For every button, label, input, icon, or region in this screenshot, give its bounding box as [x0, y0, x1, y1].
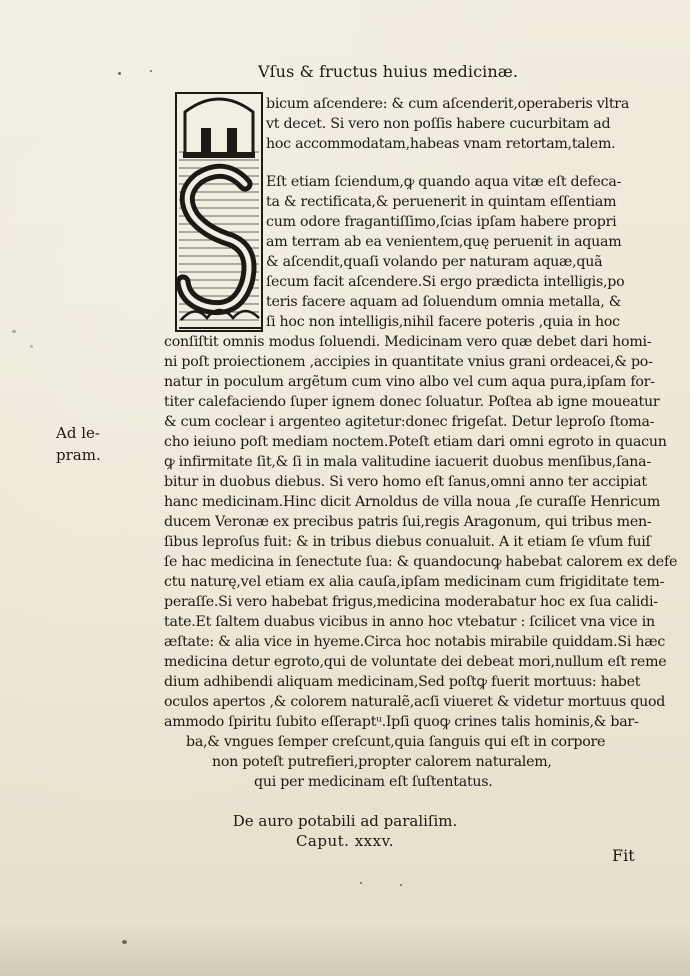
text-line: ammodo ſpiritu ſubito eſſeraptᵘ.Ipſi quoꝙ crines talis hominis,& bar-: [164, 714, 639, 730]
margin-note-line: Ad le-: [56, 424, 100, 442]
text-line: bitur in duobus diebus. Si vero homo eſt ſanus,omni anno ter accipiat: [164, 474, 647, 490]
text-line: vt decet. Si vero non poſſis habere cucurbitam ad: [266, 116, 611, 132]
text-line: cum odore fragantiſſimo,ſcias ipſam habere propri: [266, 214, 617, 230]
text-line: bicum aſcendere: & cum aſcenderit,operaberis vltra: [266, 96, 630, 112]
text-line: ſibus leproſus fuit: & in tribus diebus conualuit. A it etiam ſe vſum fuiſ: [164, 534, 651, 550]
text-line: qui per medicinam eſt ſuſtentatus.: [254, 774, 493, 790]
text-line: ꝙ infirmitate ſit,& ſi in mala valitudine iacuerit duobus menſibus,ſana-: [164, 454, 651, 470]
page-bottom-shadow: [0, 921, 690, 976]
text-line: ni poſt proiectionem ,accipies in quantitate vnius grani ordeacei,& po-: [164, 354, 653, 370]
text-line: & cum coclear i argenteo agitetur:donec frigeſat. Detur leproſo ſtoma-: [164, 414, 655, 430]
text-line: titer calefaciendo ſuper ignem donec ſoluatur. Poſtea ab igne moueatur: [164, 394, 660, 410]
text-line: teris facere aquam ad ſoluendum omnia metalla, &: [266, 294, 622, 310]
text-line: ta & rectificata,& peruenerit in quintam eſſentiam: [266, 194, 617, 210]
margin-note: [56, 422, 101, 466]
running-head: Vſus & fructus huius medicinæ.: [258, 62, 519, 81]
text-line: & aſcendit,quaſi volando per naturam aquæ,quã: [266, 254, 603, 270]
speck: [400, 884, 402, 886]
text-line: ſecum facit aſcendere.Si ergo prædicta intelligis,po: [266, 274, 625, 290]
speck: [30, 345, 33, 348]
chapter-heading: De auro potabili ad paraliſim.: [232, 812, 458, 830]
text-line: Eſt etiam ſciendum,ꝙ quando aqua vitæ eſt defeca-: [266, 174, 622, 190]
text-line: oculos apertos ,& colorem naturalẽ,acſi viueret & videtur mortuus quod: [164, 694, 666, 710]
text-line: am terram ab ea venientem,quę peruenit in aquam: [266, 234, 622, 250]
decorated-initial-woodcut: [175, 92, 263, 332]
speck: [360, 882, 362, 884]
chapter-number: Caput. xxxv.: [295, 832, 395, 850]
text-line: ſi hoc non intelligis,nihil facere poteris ,quia in hoc: [266, 314, 620, 330]
text-line: dium adhibendi aliquam medicinam,Sed poſtꝙ fuerit mortuus: habet: [164, 674, 641, 690]
text-line: æſtate: & alia vice in hyeme.Circa hoc notabis mirabile quiddam.Si hæc: [164, 634, 666, 650]
text-line: natur in poculum argẽtum cum vino albo vel cum aqua pura,ipſam for-: [164, 374, 655, 390]
text-line: hanc medicinam.Hinc dicit Arnoldus de villa noua ,ſe curaſſe Henricum: [164, 494, 661, 510]
text-line: conſiſtit omnis modus ſoluendi. Medicinam vero quæ debet dari homi-: [164, 334, 652, 350]
text-line: ſe hac medicina in ſenectute ſua: & quandocunꝙ habebat calorem ex defe: [164, 554, 678, 570]
text-line: ducem Veronæ ex precibus patris ſui,regis Aragonum, qui tribus men-: [164, 514, 652, 530]
text-line: medicina detur egroto,qui de voluntate dei debeat mori,nullum eſt reme: [164, 654, 667, 670]
text-line: cho ieiuno poſt mediam noctem.Poteſt etiam dari omni egroto in quacun: [164, 434, 667, 450]
speck: [118, 72, 121, 75]
text-line: tate.Et ſaltem duabus vicibus in anno hoc vtebatur : ſcilicet vna vice in: [164, 614, 655, 630]
text-line: ctu naturę,vel etiam ex alia cauſa,ipſam medicinam cum frigiditate tem-: [164, 574, 665, 590]
speck: [122, 940, 127, 944]
speck: [12, 330, 16, 333]
text-line: peraſſe.Si vero habebat frigus,medicina moderabatur hoc ex ſua calidi-: [164, 594, 658, 610]
text-line: hoc accommodatam,habeas vnam retortam,talem.: [266, 136, 616, 152]
speck: [150, 70, 152, 72]
catchword: Fit: [612, 846, 635, 865]
text-line: ba,& vngues ſemper creſcunt,quia ſanguis qui eſt in corpore: [186, 734, 606, 750]
text-line: non poteſt putrefieri,propter calorem naturalem,: [212, 754, 552, 770]
margin-note-line: pram.: [56, 446, 101, 464]
